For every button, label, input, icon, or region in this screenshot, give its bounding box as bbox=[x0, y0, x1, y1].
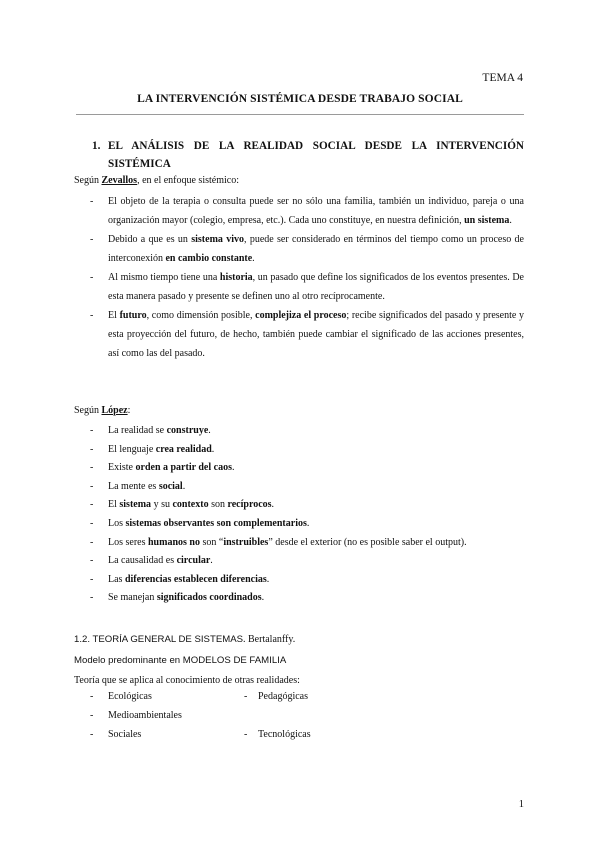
section-1-heading bbox=[92, 137, 524, 173]
list-item: - La realidad se construye. bbox=[90, 425, 211, 436]
list-item: - El futuro, como dimensión posible, complejiza el proceso; recibe significados del pasado y presente y esta proyección del futuro, de hecho, también puede cambiar el significado de las acciones presentes, así como las del pasado. bbox=[90, 310, 524, 359]
list-item: - Sociales - Tecnológicas bbox=[90, 729, 311, 740]
lopez-intro bbox=[74, 405, 130, 416]
list-item: - Medioambientales bbox=[90, 710, 182, 721]
applications-list bbox=[74, 691, 524, 748]
list-item: - El sistema y su contexto son recíprocos. bbox=[90, 499, 275, 511]
section-1-heading-line1: EL ANÁLISIS DE LA REALIDAD SOCIAL DESDE LA INTERVENCIÓN bbox=[108, 140, 524, 152]
document-title: LA INTERVENCIÓN SISTÉMICA DESDE TRABAJO SOCIAL bbox=[137, 93, 463, 105]
section-1-heading-line2: SISTÉMICA bbox=[108, 158, 171, 170]
section-1-2-author: . Bertalanffy. bbox=[243, 634, 296, 645]
intro-suffix: : bbox=[127, 405, 131, 416]
applications-intro: Teoría que se aplica al conocimiento de otras realidades: bbox=[74, 675, 300, 686]
list-item: - Los sistemas observantes son complementarios. bbox=[90, 517, 310, 529]
family-models-line: Modelo predominante en MODELOS DE FAMILIA bbox=[74, 655, 287, 666]
list-item: - Al mismo tiempo tiene una historia, un pasado que define los significados de los eventos presentes. De esta manera pasado y presente se definen uno al otro recíprocamente. bbox=[90, 272, 524, 302]
list-item: - Existe orden a partir del caos. bbox=[90, 462, 235, 474]
topic-label: TEMA 4 bbox=[482, 72, 523, 84]
lopez-list bbox=[74, 422, 524, 608]
list-item: - La mente es social. bbox=[90, 480, 186, 492]
list-item: - El lenguaje crea realidad. bbox=[90, 443, 215, 455]
author-name: Zevallos bbox=[101, 175, 138, 186]
title-divider bbox=[76, 114, 524, 115]
list-item: - Ecológicas - Pedagógicas bbox=[90, 691, 308, 702]
section-1-2-title: 1.2. TEORÍA GENERAL DE SISTEMAS bbox=[74, 634, 244, 645]
zevallos-list bbox=[74, 192, 524, 363]
section-1-2-heading bbox=[74, 634, 295, 645]
zevallos-intro bbox=[74, 175, 239, 186]
intro-prefix: Según bbox=[74, 405, 102, 416]
list-item: - El objeto de la terapia o consulta puede ser no sólo una familia, también un individuo, pareja o una organización mayor (colegio, empresa, etc.). Cada uno constituye, en nuestra definición, un sistema. bbox=[90, 196, 524, 226]
list-item: - Las diferencias establecen diferencias. bbox=[90, 573, 270, 585]
intro-suffix: , en el enfoque sistémico: bbox=[137, 175, 239, 186]
list-item: - Debido a que es un sistema vivo, puede ser considerado en términos del tiempo como un proceso de interconexión en cambio constante. bbox=[90, 234, 524, 264]
author-name: López bbox=[101, 405, 128, 416]
list-item: - Se manejan significados coordinados. bbox=[90, 592, 265, 604]
intro-prefix: Según bbox=[74, 175, 102, 186]
list-item: - La causalidad es circular. bbox=[90, 555, 213, 567]
page-number: 1 bbox=[518, 799, 524, 810]
list-item: - Los seres humanos no son “instruibles” desde el exterior (no es posible saber el output). bbox=[90, 536, 467, 548]
section-1-number: 1. bbox=[92, 140, 101, 152]
